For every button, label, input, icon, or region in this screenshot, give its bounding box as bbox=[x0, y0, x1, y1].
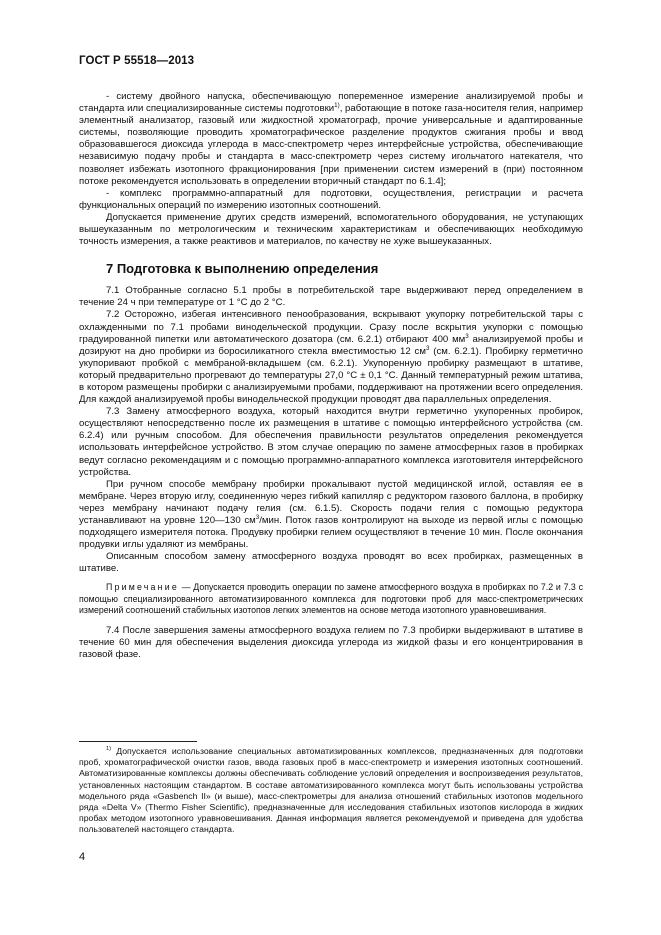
footnote-reference: 1) bbox=[334, 101, 340, 109]
paragraph-double-inlet: - систему двойного напуска, обеспечивающую попеременное измерение анализируемой пробы и стандарта или специализированные системы подготовки$^{1)}$, работающие в потоке газа-носителя гелия, например элементный анализатор, газовый или жидкостной хроматограф, прочие универсальные и адаптированные системы, позволяющие проводить хроматографическое разделение продуктов сжигания пробы и ввод образовавшегося диоксида углерода в масс-спектрометр через интерфейсные устройства, обеспечивающие независимую подачу пробы и стандарта в масс-спектрометр через систему игольчатого натекателя, что позволяет избежать изотопного фракционирования [при применении систем измерений в (при) постоянном потоке рекомендуется использовать в определении вторичный стандарт по 6.1.4]; bbox=[79, 91, 584, 187]
footnote-marker: 1) bbox=[106, 746, 112, 753]
note-label: Примечание bbox=[106, 582, 179, 593]
note-text: — Допускается проводить операции по замене атмосферного воздуха в пробирках по 7.2 и 7.3 с помощью специализированного автоматизированного комплекса для подготовки проб для масс-спектрометрических измерений соотношений стабильных изотопов легких элементов на основе метода изотопного уравновешивания. bbox=[79, 582, 583, 615]
standard-header: ГОСТ Р 55518—2013 bbox=[79, 55, 195, 67]
footnote-divider bbox=[79, 741, 197, 742]
page-number: 4 bbox=[79, 851, 86, 863]
footnote-text: Допускается использование специальных автоматизированных комплексов, предназначенных для подготовки проб, хроматографической очистки газов, ввода газовых проб в масс-спектрометр и измерения изотопных соотношений. Автоматизированные комплексы должны обеспечивать соблюдение условий определения и воспроизведения результатов, установленных настоящим стандартом. В составе автоматизированного комплекса могут быть использованы устройства модельного ряда «Gasbench II» (и выше), масс-спектрометры для анализа отношений стабильных изотопов модельного ряда «Delta V» (Thermo Fisher Scientific), предназначенные для исследования стабильных изотопов кислорода в жидких пробах методом изотопного уравновешивания. Данная информация является рекомендуемой и приведена для удобства пользователей настоящего стандарта. bbox=[79, 746, 583, 835]
footnote bbox=[79, 746, 583, 836]
paragraph-7-1: 7.1 Отобранные согласно 5.1 пробы в потребительской таре выдерживают перед определением в течение 24 ч при температуре от 1 °С до 2 °С. bbox=[79, 285, 583, 309]
paragraph-manual-method: При ручном способе мембрану пробирки прокалывают пустой медицинской иглой, оставляя ее в мембране. Через вторую иглу, соединенную через гибкий капилляр с редуктором газового баллона, в пробирку через мембрану начинают подачу гелия (см. 6.1.5). Скорость подачи гелия с помощью редуктора устанавливают на уровне 120—130 $см^3$/мин. Поток газов контролируют на выходе из первой иглы с помощью подходящего измерителя потока. Продувку пробирки гелием осуществляют в течение 10 мин. После окончания продувки иглы удаляют из мембраны. bbox=[79, 478, 583, 551]
paragraph-described-method: Описанным способом замену атмосферного воздуха проводят во всех пробирках, размещенных в штативе. bbox=[79, 551, 583, 575]
paragraph-software-complex: - комплекс программно-аппаратный для подготовки, осуществления, регистрации и расчета функциональных операций по измерению изотопных соотношений. bbox=[79, 187, 583, 211]
paragraph-other-instruments: Допускается применение других средств измерений, вспомогательного оборудования, не уступающих вышеуказанным по метрологическим и техническим характеристикам и обеспечивающих необходимую точность измерения, а также реактивов и материалов, по качеству не хуже вышеуказанных. bbox=[79, 211, 583, 248]
paragraph-7-2: 7.2 Осторожно, избегая интенсивного пенообразования, вскрывают укупорку потребительской тары с охлажденными по 7.1 пробами винодельческой продукции. Сразу после вскрытия укупорки с помощью градуированной пипетки или автоматического дозатора (см. 6.2.1) отбирают 400 $мм^3$ анализируемой пробы и дозируют на дно пробирки из боросиликатного стекла вместимостью 12 $см^3$ (см. 6.2.1). Пробирку герметично укупоривают пробкой с мембраной-вкладышем (см. 6.2.1). Укупоренную пробирку размещают в штативе, который предварительно прогревают до температуры 27,0 °С ± 0,1 °С. Данный температурный режим штатива, в котором размещены пробирки с анализируемыми пробами, поддерживают на протяжении всего определения. Для каждой анализируемой пробы винодельческой продукции проводят два параллельных определения. bbox=[79, 309, 583, 406]
paragraph-7-3: 7.3 Замену атмосферного воздуха, который находится внутри герметично укупоренных пробирок, осуществляют непосредственно после их размещения в штативе с помощью интерфейсного устройства (см. 6.2.4) или ручным способом. Для обеспечения правильности результатов определения рекомендуется использовать интерфейсное устройство. В этом случае операцию по замене атмосферных газов в пробирках ведут согласно рекомендациям и с помощью программно-аппаратного комплекса изготовителя интерфейсного устройства. bbox=[79, 406, 583, 478]
note bbox=[79, 582, 583, 616]
paragraph-7-4: 7.4 После завершения замены атмосферного воздуха гелием по 7.3 пробирки выдерживают в штативе в течение 60 мин для обеспечения выделения диоксида углерода из жидкой фазы и его концентрирования в газовой фазе. bbox=[79, 625, 583, 661]
section-heading: 7 Подготовка к выполнению определения bbox=[106, 261, 379, 277]
main-content bbox=[79, 91, 583, 661]
